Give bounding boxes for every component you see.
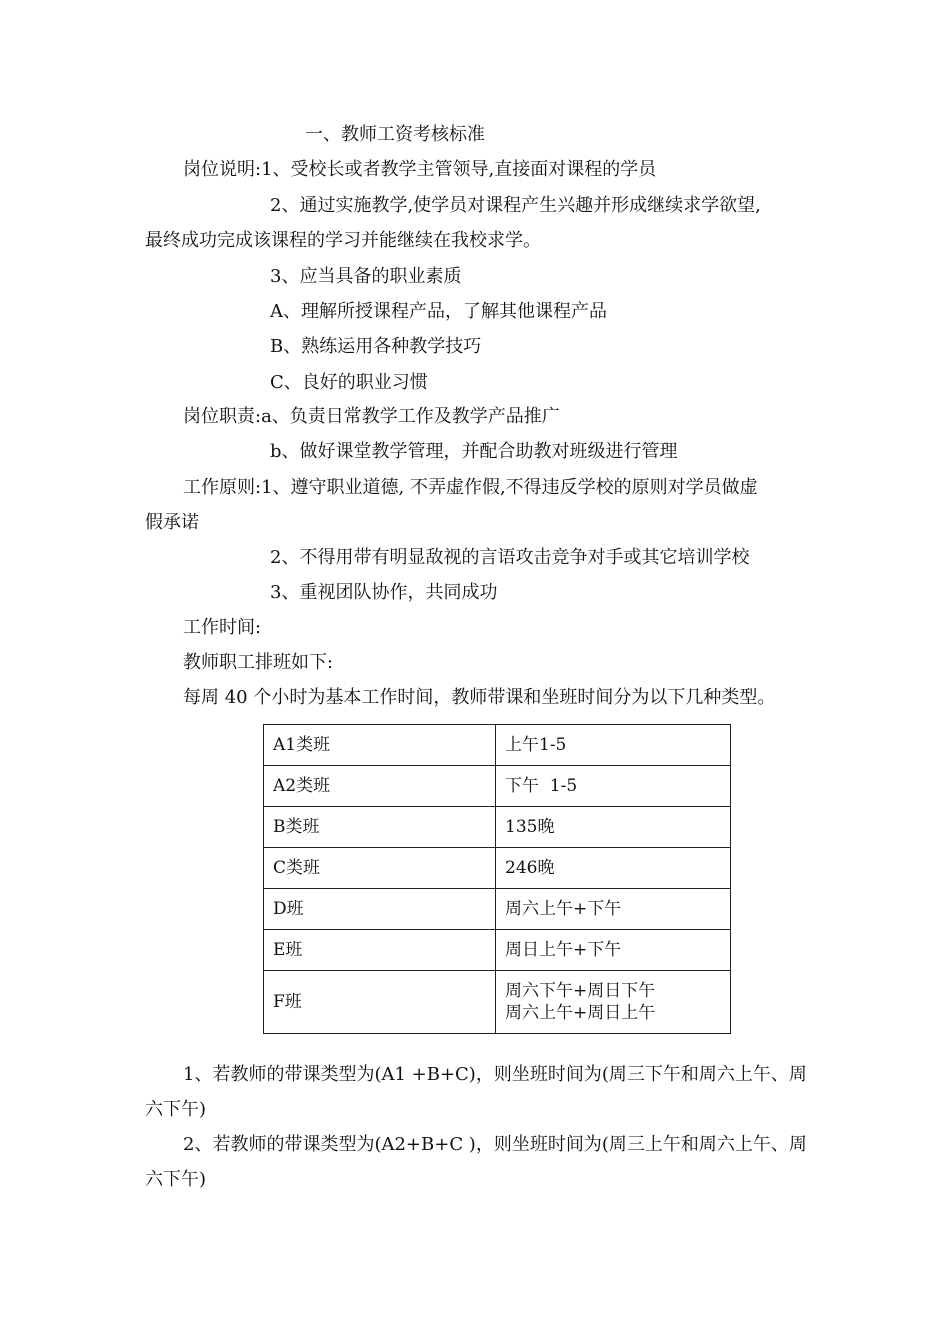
class-time-cell: 周日上午+下午 [496,930,731,971]
job-description-line-2: 2、通过实施教学,使学员对课程产生兴趣并形成继续求学欲望, [270,195,761,216]
class-time-cell: 下午 1-5 [496,766,731,807]
class-type-cell: A1类班 [264,725,496,766]
class-time-cell: 上午1-5 [496,725,731,766]
schedule-table [263,724,731,1034]
principle-3: 3、重视团队协作，共同成功 [270,582,498,603]
class-time-cell: 246晚 [496,848,731,889]
job-description-line-4: 3、应当具备的职业素质 [270,266,462,287]
table-row [264,930,731,971]
class-type-cell: A2类班 [264,766,496,807]
table-row [264,848,731,889]
class-time-cell [496,971,731,1034]
table-row [264,766,731,807]
class-type-cell: E班 [264,930,496,971]
class-time-line: 周六上午+周日上午 [505,1003,656,1023]
quality-b: B、熟练运用各种教学技巧 [270,336,482,357]
principle-2: 2、不得用带有明显敌视的言语攻击竞争对手或其它培训学校 [270,547,750,568]
weekly-hours-note: 每周 40 个小时为基本工作时间，教师带课和坐班时间分为以下几种类型。 [183,687,776,708]
duty-b: b、做好课堂教学管理，并配合助教对班级进行管理 [270,441,678,462]
class-time-cell: 135晚 [496,807,731,848]
quality-a: A、理解所授课程产品，了解其他课程产品 [270,301,607,322]
table-row [264,889,731,930]
class-type-cell: F班 [264,971,496,1034]
class-time-cell: 周六上午+下午 [496,889,731,930]
job-description-line-3: 最终成功完成该课程的学习并能继续在我校求学。 [145,230,541,251]
schedule-heading: 教师职工排班如下: [183,652,334,673]
rule-2-cont: 六下午) [145,1169,207,1190]
class-type-cell: C类班 [264,848,496,889]
document-title: 一、教师工资考核标准 [305,124,485,145]
duty-a: 岗位职责:a、负责日常教学工作及教学产品推广 [183,406,560,427]
class-type-cell: D班 [264,889,496,930]
principle-1-cont: 假承诺 [145,512,199,533]
job-description-line-1: 岗位说明:1、受校长或者教学主管领导,直接面对课程的学员 [183,159,657,180]
principle-1: 工作原则:1、遵守职业道德, 不弄虚作假,不得违反学校的原则对学员做虚 [183,477,758,498]
table-row [264,807,731,848]
class-time-line: 周六下午+周日下午 [505,981,656,1001]
quality-c: C、良好的职业习惯 [270,372,428,393]
rule-2: 2、若教师的带课类型为(A2+B+C )，则坐班时间为(周三上午和周六上午、周 [183,1134,807,1155]
rule-1-cont: 六下午) [145,1099,207,1120]
table-row [264,971,731,1034]
table-row [264,725,731,766]
work-time-heading: 工作时间: [183,617,262,638]
class-type-cell: B类班 [264,807,496,848]
rule-1: 1、若教师的带课类型为(A1 +B+C)，则坐班时间为(周三下午和周六上午、周 [183,1064,807,1085]
